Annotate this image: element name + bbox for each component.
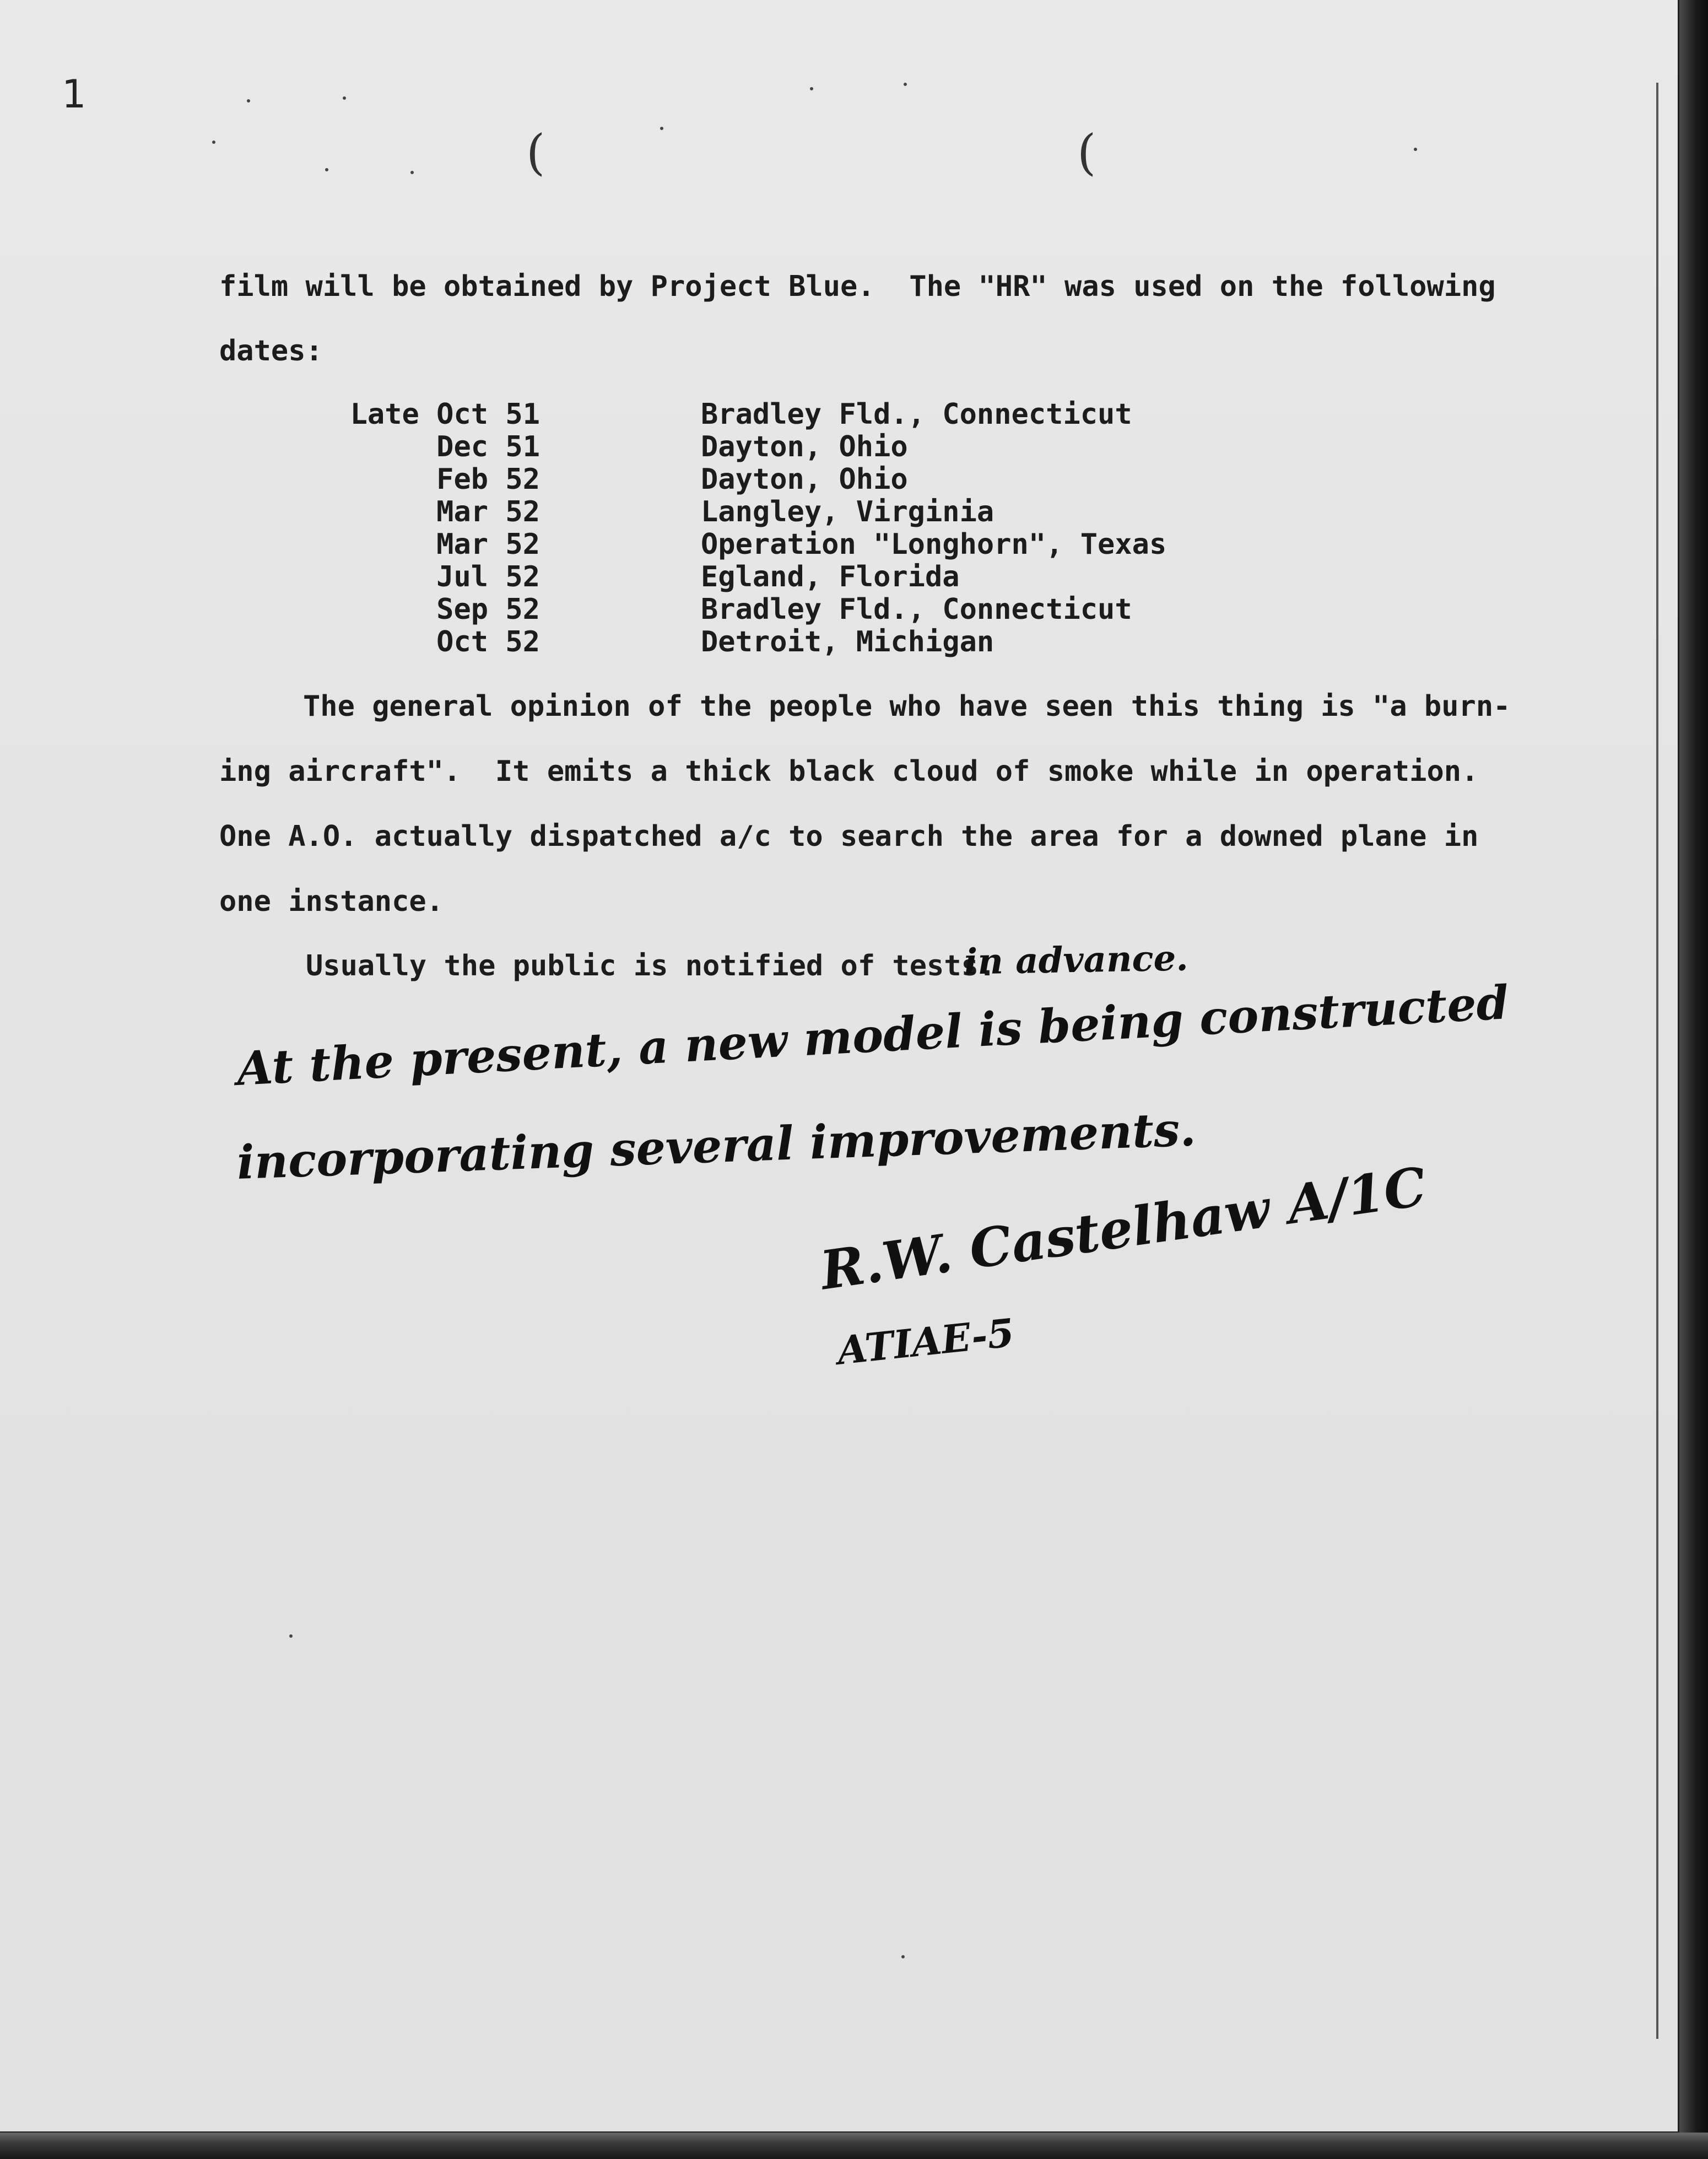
table-date: Mar 52 — [436, 528, 540, 561]
table-date: Jul 52 — [436, 560, 540, 593]
scan-edge-bottom — [0, 2133, 1708, 2159]
speck — [901, 1955, 905, 1958]
table-date: Late Oct 51 — [350, 398, 540, 431]
table-date: Feb 52 — [436, 463, 540, 496]
handwritten-note-line: incorporating several improvements. — [236, 1102, 1197, 1190]
text-line: dates: — [219, 334, 323, 368]
speck — [289, 1634, 293, 1638]
text-line: The general opinion of the people who have seen this thing is "a burn- — [303, 690, 1511, 723]
signature: R.W. Castelhaw A/1C — [817, 1155, 1430, 1302]
text-line: ing aircraft". It emits a thick black cloud of smoke while in operation. — [219, 755, 1479, 788]
speck — [212, 141, 215, 144]
speck — [410, 171, 414, 174]
speck — [343, 96, 346, 100]
speck — [1414, 148, 1417, 151]
page-mark: 1 — [62, 72, 87, 117]
table-place: Langley, Virginia — [701, 495, 994, 528]
punch-mark-left: ( — [526, 124, 545, 181]
table-date: Dec 51 — [436, 430, 540, 463]
speck — [810, 87, 813, 90]
speck — [325, 168, 328, 171]
table-place: Dayton, Ohio — [701, 463, 908, 496]
table-date: Mar 52 — [436, 495, 540, 528]
speck — [247, 99, 250, 102]
text-line: Usually the public is notified of tests. — [306, 949, 996, 983]
speck — [904, 83, 907, 86]
table-place: Bradley Fld., Connecticut — [701, 593, 1132, 626]
text-line: one instance. — [219, 885, 444, 918]
table-place: Detroit, Michigan — [701, 625, 994, 659]
text-line: film will be obtained by Project Blue. The "HR" was used on the following — [219, 270, 1496, 303]
table-place: Operation "Longhorn", Texas — [701, 528, 1167, 561]
speck — [660, 127, 663, 130]
scan-edge-right — [1679, 0, 1708, 2159]
handwritten-insert: in advance. — [964, 937, 1189, 983]
text-line: One A.O. actually dispatched a/c to search the area for a downed plane in — [219, 820, 1479, 853]
punch-mark-right: ( — [1077, 124, 1096, 181]
table-place: Bradley Fld., Connecticut — [701, 398, 1132, 431]
handwritten-note-line: At the present, a new model is being constructed — [235, 975, 1510, 1096]
table-date: Sep 52 — [436, 593, 540, 626]
table-place: Dayton, Ohio — [701, 430, 908, 463]
table-date: Oct 52 — [436, 625, 540, 659]
table-place: Egland, Florida — [701, 560, 960, 593]
office-symbol: ATIAE-5 — [835, 1309, 1017, 1374]
right-margin-line — [1656, 83, 1658, 2039]
